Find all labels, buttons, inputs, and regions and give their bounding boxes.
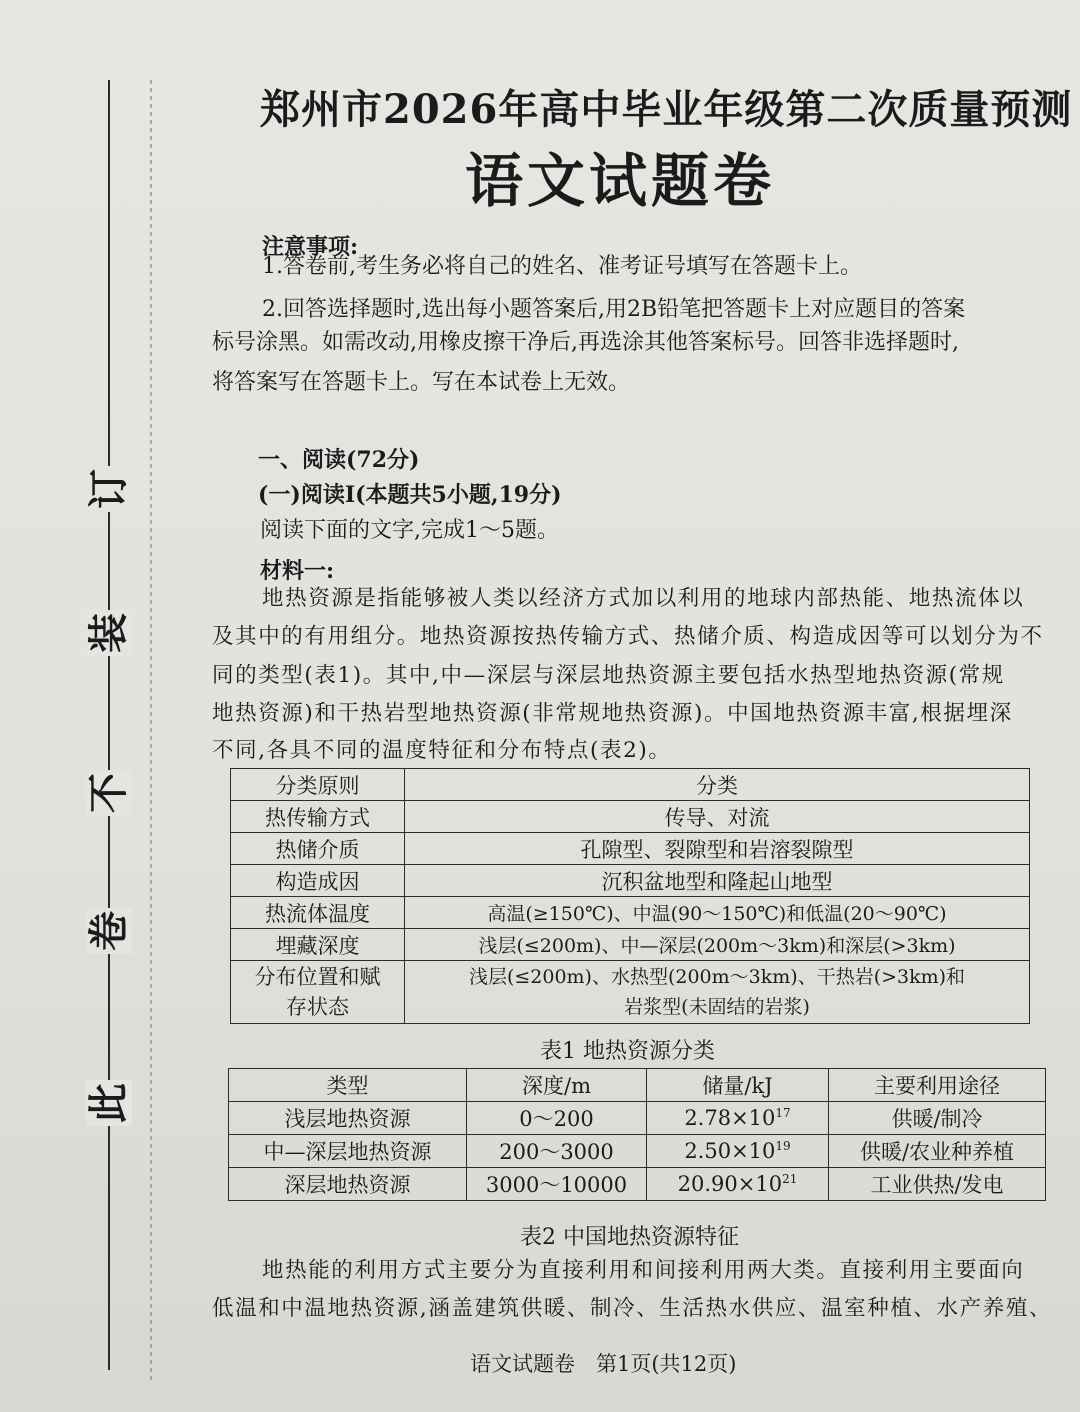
binding-char: 卷	[86, 908, 132, 954]
notice-heading: 注意事项:	[262, 234, 359, 260]
table-row	[229, 1102, 1046, 1135]
reserve-base: 2.78×10	[684, 1106, 776, 1130]
binding-margin	[86, 80, 132, 1380]
page-footer: 语文试题卷 第1页(共12页)	[470, 1352, 737, 1376]
table-cell	[647, 1102, 829, 1135]
table-cell: 埋藏深度	[231, 929, 405, 961]
instruction: 阅读下面的文字,完成1～5题。	[260, 518, 559, 543]
notice-item-2: 2.回答选择题时,选出每小题答案后,用2B铅笔把答题卡上对应题目的答案	[262, 297, 966, 322]
binding-char: 订	[86, 466, 132, 512]
table-cell	[231, 961, 405, 1024]
body-text-line: 同的类型(表1)。其中,中—深层与深层地热资源主要包括水热型地热资源(常规	[212, 663, 1005, 688]
table-header-cell: 主要利用途径	[829, 1069, 1046, 1102]
table-cell: 3000～10000	[467, 1168, 647, 1201]
table-cell-line: 岩浆型(未固结的岩浆)	[624, 996, 810, 1018]
table-cell: 深层地热资源	[229, 1168, 467, 1201]
body-text-line: 地热资源是指能够被人类以经济方式加以利用的地球内部热能、地热流体以	[262, 586, 1025, 611]
table-cell: 供暖/制冷	[829, 1102, 1046, 1135]
notice-item-1: 1.答卷前,考生务必将自己的姓名、准考证号填写在答题卡上。	[262, 254, 862, 279]
table-row	[231, 897, 1030, 929]
table-cell: 供暖/农业种养植	[829, 1135, 1046, 1168]
reserve-exponent: 21	[782, 1172, 798, 1186]
table-cell	[647, 1168, 829, 1201]
table-header-cell: 深度/m	[467, 1069, 647, 1102]
table-cell: 工业供热/发电	[829, 1168, 1046, 1201]
body-text-line: 低温和中温地热资源,涵盖建筑供暖、制冷、生活热水供应、温室种植、水产养殖、	[212, 1296, 1053, 1321]
table-cell: 热储介质	[231, 833, 405, 865]
exam-title: 郑州市2026年高中毕业年级第二次质量预测	[260, 86, 1073, 133]
table-cell: 中—深层地热资源	[229, 1135, 467, 1168]
table-row	[231, 961, 1030, 1024]
table-row	[229, 1135, 1046, 1168]
binding-line	[108, 80, 110, 1370]
reserve-base: 2.50×10	[684, 1139, 776, 1163]
table-1-caption: 表1 地热资源分类	[540, 1039, 715, 1064]
table-cell	[647, 1135, 829, 1168]
table-cell: 热传输方式	[231, 801, 405, 833]
table-row	[231, 865, 1030, 897]
binding-char: 此	[86, 1080, 132, 1126]
reserve-exponent: 19	[775, 1139, 791, 1153]
material-label: 材料一:	[260, 558, 335, 584]
body-text-line: 及其中的有用组分。地热资源按热传输方式、热储介质、构造成因等可以划分为不	[212, 624, 1044, 649]
body-text-line: 地热能的利用方式主要分为直接利用和间接利用两大类。直接利用主要面向	[262, 1258, 1025, 1283]
reserve-exponent: 17	[775, 1106, 791, 1120]
binding-char: 装	[86, 610, 132, 656]
table-cell-line: 存状态	[286, 995, 349, 1019]
table-cell: 高温(≥150℃)、中温(90～150℃)和低温(20～90℃)	[405, 897, 1030, 929]
binding-dotted-line	[150, 80, 152, 1380]
table-2-caption: 表2 中国地热资源特征	[520, 1225, 739, 1250]
table-row	[231, 929, 1030, 961]
table-cell: 构造成因	[231, 865, 405, 897]
subsection-heading: (一)阅读Ⅰ(本题共5小题,19分)	[258, 482, 562, 508]
table-header-row	[229, 1069, 1046, 1102]
binding-char: 不	[86, 770, 132, 816]
notice-item-2-cont: 标号涂黑。如需改动,用橡皮擦干净后,再选涂其他答案标号。回答非选择题时,	[212, 330, 959, 355]
table-cell: 孔隙型、裂隙型和岩溶裂隙型	[405, 833, 1030, 865]
body-text-line: 地热资源)和干热岩型地热资源(非常规地热资源)。中国地热资源丰富,根据埋深	[212, 701, 1013, 726]
section-heading: 一、阅读(72分)	[258, 447, 420, 473]
table-cell: 浅层地热资源	[229, 1102, 467, 1135]
table-row	[231, 833, 1030, 865]
notice-item-2-cont: 将答案写在答题卡上。写在本试卷上无效。	[212, 370, 631, 395]
table-header-cell: 分类原则	[231, 769, 405, 801]
table-cell: 热流体温度	[231, 897, 405, 929]
table-header-cell: 储量/kJ	[647, 1069, 829, 1102]
table-cell: 0～200	[467, 1102, 647, 1135]
body-text-line: 不同,各具不同的温度特征和分布特点(表2)。	[212, 738, 672, 763]
table-header-cell: 类型	[229, 1069, 467, 1102]
table-cell: 沉积盆地型和隆起山地型	[405, 865, 1030, 897]
table-cell	[405, 961, 1030, 1024]
reserve-base: 20.90×10	[677, 1172, 783, 1196]
table-2	[228, 1068, 1046, 1201]
table-row	[231, 801, 1030, 833]
table-header-row	[231, 769, 1030, 801]
table-1	[230, 768, 1030, 1024]
exam-subtitle: 语文试题卷	[464, 147, 775, 215]
table-cell-line: 分布位置和赋	[254, 965, 381, 989]
table-cell: 传导、对流	[405, 801, 1030, 833]
table-cell: 200～3000	[467, 1135, 647, 1168]
table-cell: 浅层(≤200m)、中—深层(200m～3km)和深层(>3km)	[405, 929, 1030, 961]
table-header-cell: 分类	[405, 769, 1030, 801]
table-cell-line: 浅层(≤200m)、水热型(200m～3km)、干热岩(>3km)和	[468, 966, 966, 988]
table-row	[229, 1168, 1046, 1201]
